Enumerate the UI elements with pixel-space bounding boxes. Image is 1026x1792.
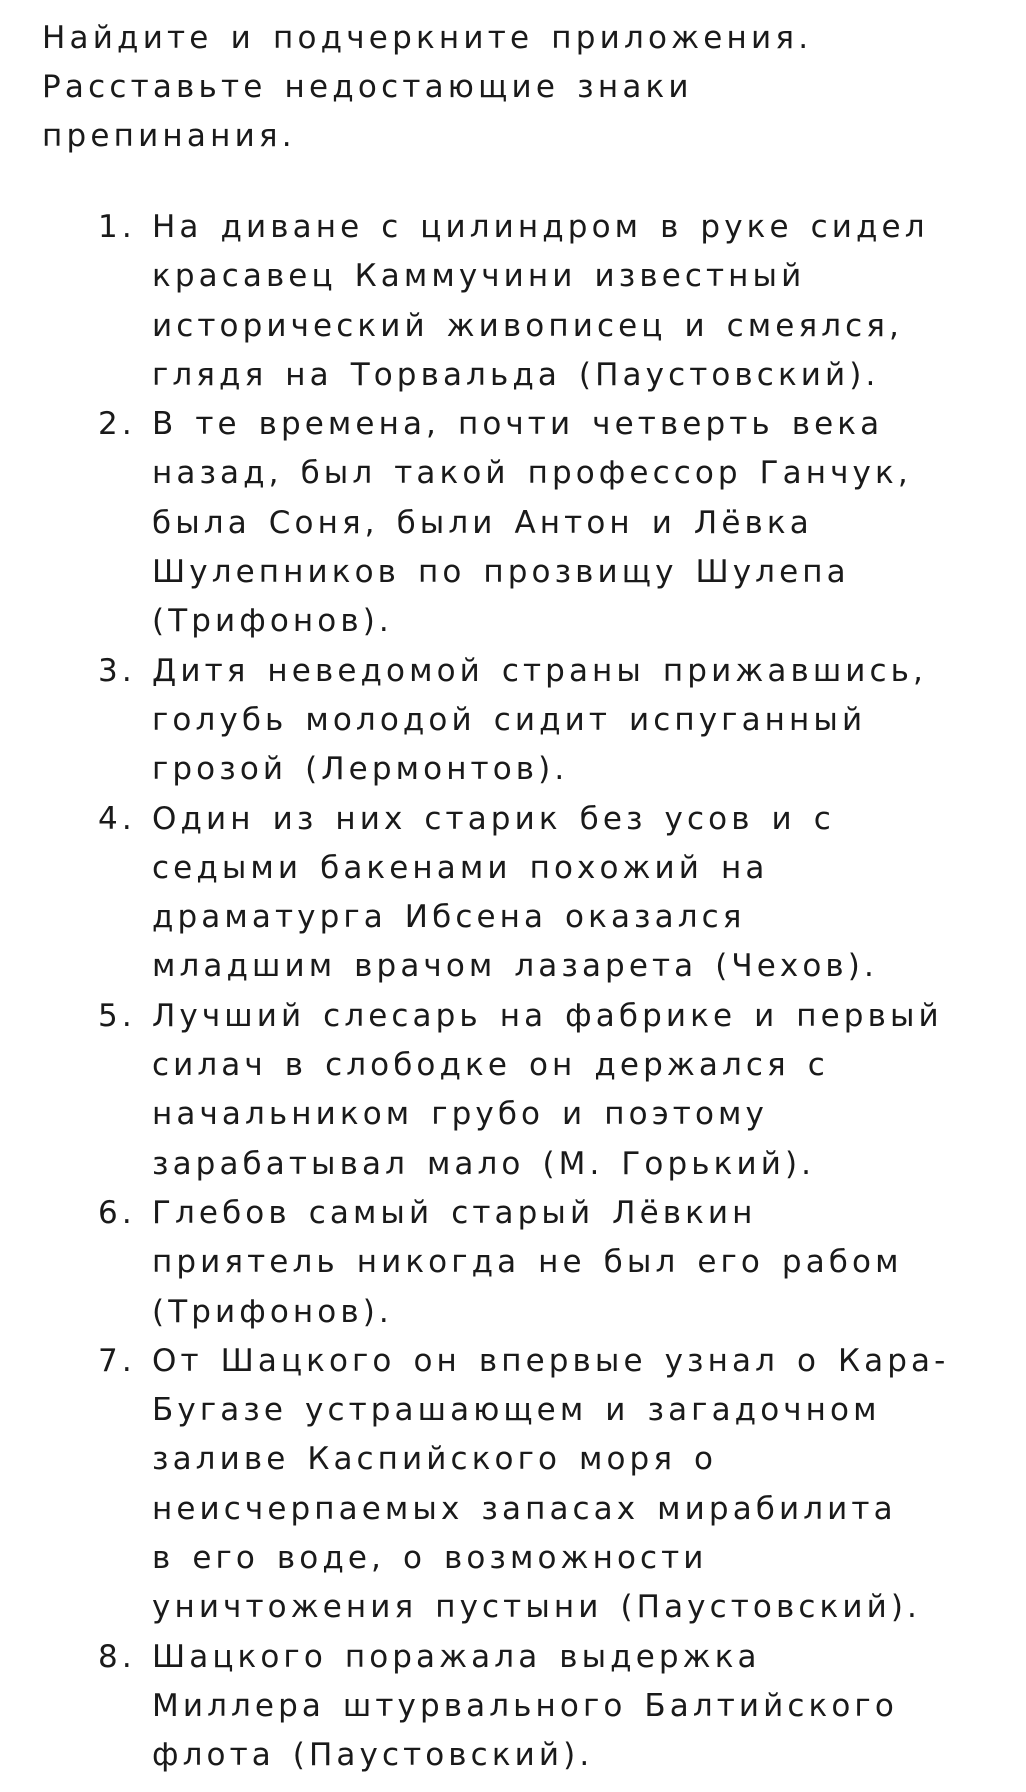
sentence-line: Шулепников по прозвищу Шулепа — [152, 554, 850, 591]
sentence-line: младшим врачом лазарета (Чехов). — [152, 948, 878, 985]
list-item — [0, 400, 1026, 646]
list-item — [0, 647, 1026, 795]
sentence-line: В те времена, почти четверть века — [152, 406, 884, 443]
sentence-line: Миллера штурвального Балтийского — [152, 1687, 898, 1724]
sentence-line: заливе Каспийского моря о — [152, 1441, 718, 1478]
sentence-line: Один из них старик без усов и с — [152, 800, 835, 837]
sentence-text — [152, 992, 1026, 1189]
sentence-line: Глебов самый старый Лёвкин — [152, 1194, 757, 1231]
item-number: 8. — [98, 1638, 136, 1675]
sentence-line: уничтожения пустыни (Паустовский). — [152, 1589, 921, 1626]
sentence-line: Шацкого поражала выдержка — [152, 1638, 761, 1675]
task-instructions — [42, 14, 942, 161]
sentence-text — [152, 795, 1026, 992]
sentence-text — [152, 647, 1026, 795]
sentence-line: назад, был такой профессор Ганчук, — [152, 455, 912, 492]
sentence-line: седыми бакенами похожий на — [152, 849, 769, 886]
sentence-line: красавец Каммучини известный — [152, 258, 806, 295]
sentence-line: Дитя неведомой страны прижавшись, — [152, 652, 928, 689]
sentence-text — [152, 203, 1026, 400]
instruction-line: Найдите и подчеркните приложения. — [42, 20, 813, 56]
sentence-text — [152, 1189, 1026, 1337]
sentence-line: Лучший слесарь на фабрике и первый — [152, 997, 943, 1034]
sentence-text — [152, 1337, 1026, 1633]
sentence-line: зарабатывал мало (М. Горький). — [152, 1145, 816, 1182]
list-item — [0, 1337, 1026, 1633]
list-item — [0, 1633, 1026, 1781]
item-number: 7. — [98, 1342, 136, 1379]
sentence-line: приятель никогда не был его рабом — [152, 1244, 903, 1281]
list-item — [0, 1189, 1026, 1337]
item-number: 1. — [98, 209, 136, 245]
sentence-line: На диване с цилиндром в руке сидел — [152, 209, 929, 245]
list-item — [0, 795, 1026, 992]
sentence-line: голубь молодой сидит испуганный — [152, 701, 867, 738]
sentence-line: драматурга Ибсена оказался — [152, 899, 746, 936]
sentence-line: начальником грубо и поэтому — [152, 1096, 768, 1133]
item-number: 6. — [98, 1194, 136, 1231]
sentence-line: исторический живописец и смеялся, — [152, 307, 903, 344]
sentence-line: Бугазе устрашающем и загадочном — [152, 1392, 881, 1429]
sentence-line: силач в слободке он держался с — [152, 1047, 829, 1084]
item-number: 4. — [98, 800, 136, 837]
sentence-text — [152, 1633, 1026, 1781]
sentence-line: в его воде, о возможности — [152, 1540, 708, 1577]
sentence-line: (Трифонов). — [152, 1293, 393, 1330]
sentence-line: грозой (Лермонтов). — [152, 751, 569, 788]
sentence-line: была Соня, были Антон и Лёвка — [152, 504, 813, 541]
sentence-line: флота (Паустовский). — [152, 1737, 594, 1774]
item-number: 2. — [98, 406, 136, 443]
instruction-line: препинания. — [42, 118, 296, 154]
item-number: 3. — [98, 652, 136, 689]
sentence-list — [0, 203, 1026, 1781]
item-number: 5. — [98, 997, 136, 1034]
sentence-text — [152, 400, 1026, 646]
sentence-line: (Трифонов). — [152, 603, 393, 640]
list-item — [0, 992, 1026, 1189]
sentence-line: неисчерпаемых запасах мирабилита — [152, 1490, 897, 1527]
list-item — [0, 203, 1026, 400]
sentence-line: глядя на Торвальда (Паустовский). — [152, 356, 880, 393]
instruction-line: Расставьте недостающие знаки — [42, 69, 693, 105]
sentence-line: От Шацкого он впервые узнал о Кара- — [152, 1342, 950, 1379]
